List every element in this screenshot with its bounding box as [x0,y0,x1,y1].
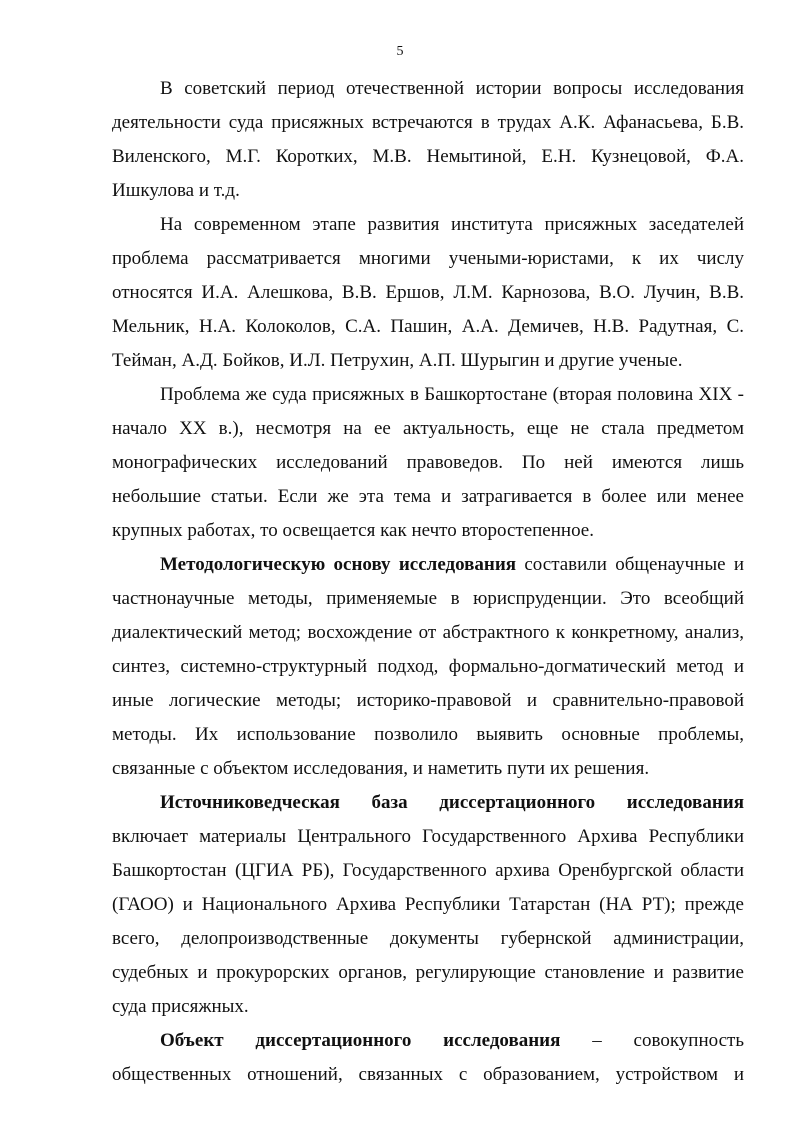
paragraph-text: включает материалы Центрального Государственного Архива Республики Башкортостан (ЦГИА РБ), Государственного архива Оренбургской области (ГАОО) и Национального Архива Республики Татарстан (НА РТ); прежде всего, делопроизводственные документы губернской администрации, судебных и прокурорских органов, регулирующие становление и развитие суда присяжных. [112,826,744,1017]
paragraph-text: составили общенаучные и частнонаучные методы, применяемые в юриспруденции. Это всеобщий диалектический метод; восхождение от абстрактного к конкретному, анализ, синтез, системно-структурный подход, формально-догматический метод и иные логические методы; историко-правовой и сравнительно-правовой методы. Их использование позволило выявить основные проблемы, связанные с объектом исследования, и наметить пути их решения. [112,554,744,779]
paragraph-bold-lead: Объект диссертационного исследования [160,1030,561,1051]
paragraph-bold-lead: Источниковедческая база диссертационного исследования [160,792,744,813]
paragraph-text: – совокупность общественных отношений, связанных с образованием, устройством и [112,1030,744,1085]
paragraph-object [112,1024,744,1092]
paragraph-methodology [112,548,744,786]
paragraph-text: В советский период отечественной истории вопросы исследования деятельности суда присяжных встречаются в трудах А.К. Афанасьева, Б.В. Виленского, М.Г. Коротких, М.В. Немытиной, Е.Н. Кузнецовой, Ф.А. Ишкулова и т.д. [112,78,744,201]
paragraph-modern-stage [112,208,744,378]
paragraph-soviet-period [112,72,744,208]
page-number: 5 [396,44,404,59]
paragraph-sources [112,786,744,1024]
document-body [112,72,744,1092]
paragraph-text: На современном этапе развития института присяжных заседателей проблема рассматривается многими учеными-юристами, к их числу относятся И.А. Алешкова, В.В. Ершов, Л.М. Карнозова, В.О. Лучин, В.В. Мельник, Н.А. Колоколов, С.А. Пашин, А.А. Демичев, Н.В. Радутная, С. Тейман, А.Д. Бойков, И.Л. Петрухин, А.П. Шурыгин и другие ученые. [112,214,744,371]
paragraph-bashkortostan-problem [112,378,744,548]
paragraph-text: Проблема же суда присяжных в Башкортостане (вторая половина XIX - начало XX в.), несмотря на ее актуальность, еще не стала предметом монографических исследований правоведов. По ней имеются лишь небольшие статьи. Если же эта тема и затрагивается в более или менее крупных работах, то освещается как нечто второстепенное. [112,384,744,541]
paragraph-bold-lead: Методологическую основу исследования [160,554,517,575]
